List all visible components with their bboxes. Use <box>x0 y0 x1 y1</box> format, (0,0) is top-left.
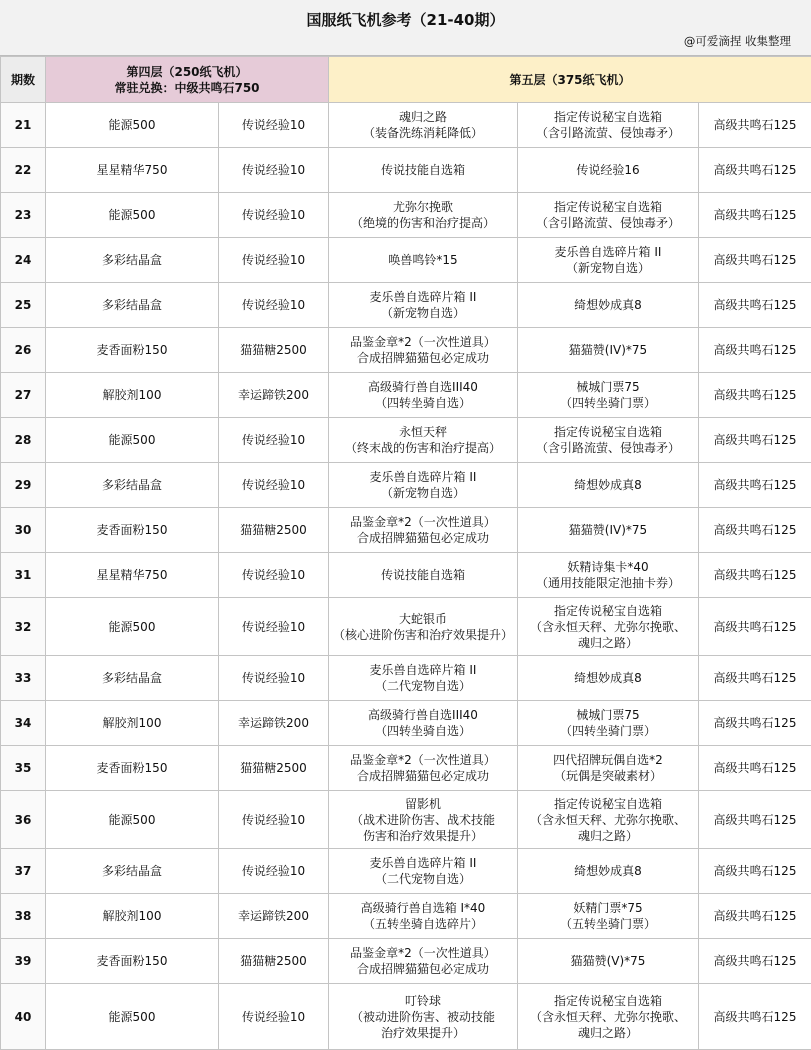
layer4-reward-b-cell <box>219 508 329 553</box>
cell-text: 高级共鸣石125 <box>713 761 797 775</box>
layer5-reward-a-cell <box>329 418 518 463</box>
table-row <box>1 598 811 656</box>
layer5-reward-b-cell <box>518 701 699 746</box>
title-bar <box>0 0 811 56</box>
cell-text: 麦香面粉150 <box>96 761 168 775</box>
cell-text: 四代招牌玩偶自选*2 <box>553 753 663 767</box>
cell-text: 猫猫糖2500 <box>240 523 307 537</box>
layer5-reward-b-cell <box>518 894 699 939</box>
layer4-reward-a-cell <box>46 939 219 984</box>
cell-text: 传说经验10 <box>241 208 306 222</box>
cell-text: （装备洗练消耗降低） <box>362 126 483 140</box>
layer4-reward-b-cell <box>219 148 329 193</box>
layer5-reward-a-cell <box>329 238 518 283</box>
layer5-reward-a-cell <box>329 148 518 193</box>
layer5-reward-b-cell <box>518 984 699 1050</box>
cell-text: 高级共鸣石125 <box>713 478 797 492</box>
layer4-reward-b-cell <box>219 103 329 148</box>
layer5-reward-a-cell <box>329 193 518 238</box>
table-row <box>1 103 811 148</box>
layer4-reward-b-cell <box>219 701 329 746</box>
table-row <box>1 328 811 373</box>
layer4-reward-b-cell <box>219 894 329 939</box>
cell-text: （新宠物自选） <box>380 486 465 500</box>
cell-text: 绮想妙成真8 <box>574 671 642 685</box>
cell-text: 尤弥尔挽歌 <box>392 200 453 214</box>
layer4-reward-b-cell <box>219 984 329 1050</box>
cell-text: 多彩结晶盒 <box>101 478 162 492</box>
layer5-reward-b-cell <box>518 373 699 418</box>
layer4-reward-b-cell <box>219 283 329 328</box>
cell-text: 传说经验10 <box>241 163 306 177</box>
table-row <box>1 791 811 849</box>
cell-text: 传说经验10 <box>241 298 306 312</box>
cell-text: 唤兽鸣铃*15 <box>388 253 458 267</box>
layer5-reward-b-cell <box>518 148 699 193</box>
cell-text: （新宠物自选） <box>380 306 465 320</box>
cell-text: （玩偶是突破素材） <box>553 769 662 783</box>
header-period: 期数 <box>1 57 46 103</box>
cell-text: 魂归之路 <box>398 110 447 124</box>
page-title: 国服纸飞机参考（21-40期） <box>306 11 505 29</box>
credit-text: @可爱滴捏 收集整理 <box>683 34 791 48</box>
layer5-reward-a-cell <box>329 508 518 553</box>
layer5-reward-c-cell <box>699 148 811 193</box>
cell-text: 能源500 <box>108 619 156 634</box>
table-row <box>1 148 811 193</box>
cell-text: （核心进阶伤害和治疗效果提升） <box>332 627 513 642</box>
cell-text: 绮想妙成真8 <box>574 478 642 492</box>
cell-text: 猫猫赞(IV)*75 <box>568 523 648 537</box>
cell-text: 指定传说秘宝自选箱 <box>553 796 662 811</box>
cell-text: 高级骑行兽自选箱 Ⅰ*40 <box>360 901 486 915</box>
cell-text: 高级共鸣石125 <box>713 298 797 312</box>
cell-text: 星星精华750 <box>96 163 168 177</box>
layer5-reward-c-cell <box>699 103 811 148</box>
layer4-reward-a-cell <box>46 791 219 849</box>
cell-text: 品鉴金章*2（一次性道具） <box>350 335 496 349</box>
layer5-reward-a-cell <box>329 463 518 508</box>
layer5-reward-b-cell <box>518 598 699 656</box>
layer4-reward-a-cell <box>46 598 219 656</box>
layer4-reward-a-cell <box>46 373 219 418</box>
layer5-reward-b-cell <box>518 939 699 984</box>
cell-text: 械城门票75 <box>576 708 640 722</box>
layer4-reward-a-cell <box>46 984 219 1050</box>
cell-text: 传说经验10 <box>241 864 306 878</box>
cell-text: 传说经验10 <box>241 433 306 447</box>
layer5-reward-b-cell <box>518 193 699 238</box>
cell-text: 猫猫糖2500 <box>240 954 307 968</box>
cell-text: 能源500 <box>108 1009 156 1024</box>
layer5-reward-c-cell <box>699 598 811 656</box>
cell-text: 能源500 <box>108 118 156 132</box>
period-number: 25 <box>1 283 46 328</box>
table-row <box>1 746 811 791</box>
layer4-reward-b-cell <box>219 193 329 238</box>
cell-text: 魂归之路） <box>577 1025 638 1040</box>
cell-text: （含引路流萤、侵蚀毒矛） <box>535 126 680 140</box>
cell-text: 指定传说秘宝自选箱 <box>553 110 662 124</box>
cell-text: （含永恒天秤、尤弥尔挽歌、 <box>529 619 686 634</box>
cell-text: 高级共鸣石125 <box>713 523 797 537</box>
cell-text: 解胶剂100 <box>102 716 162 730</box>
cell-text: 传说技能自选箱 <box>380 163 465 177</box>
table-row <box>1 894 811 939</box>
period-number: 27 <box>1 373 46 418</box>
cell-text: 传说经验10 <box>241 568 306 582</box>
cell-text: （含引路流萤、侵蚀毒矛） <box>535 441 680 455</box>
layer5-reward-a-cell <box>329 849 518 894</box>
layer5-reward-b-cell <box>518 418 699 463</box>
cell-text: 高级共鸣石125 <box>713 568 797 582</box>
layer4-reward-b-cell <box>219 328 329 373</box>
layer4-reward-b-cell <box>219 746 329 791</box>
table-row <box>1 701 811 746</box>
period-number: 31 <box>1 553 46 598</box>
layer5-reward-c-cell <box>699 939 811 984</box>
cell-text: （终末战的伤害和治疗提高） <box>344 441 501 455</box>
layer5-reward-b-cell <box>518 746 699 791</box>
layer5-reward-b-cell <box>518 553 699 598</box>
cell-text: 多彩结晶盒 <box>101 864 162 878</box>
period-number: 37 <box>1 849 46 894</box>
cell-text: 解胶剂100 <box>102 909 162 923</box>
period-number: 26 <box>1 328 46 373</box>
layer5-reward-c-cell <box>699 508 811 553</box>
layer5-reward-a-cell <box>329 598 518 656</box>
cell-text: （含引路流萤、侵蚀毒矛） <box>535 216 680 230</box>
layer4-reward-a-cell <box>46 463 219 508</box>
period-number: 36 <box>1 791 46 849</box>
layer5-reward-c-cell <box>699 984 811 1050</box>
layer4-reward-b-cell <box>219 373 329 418</box>
cell-text: 高级共鸣石125 <box>713 388 797 402</box>
cell-text: （五转坐骑门票） <box>559 917 656 931</box>
layer5-reward-c-cell <box>699 553 811 598</box>
layer4-reward-a-cell <box>46 148 219 193</box>
layer5-reward-c-cell <box>699 746 811 791</box>
layer4-reward-a-cell <box>46 283 219 328</box>
header-layer4-subtitle: 常驻兑换：中级共鸣石750 <box>114 80 260 95</box>
table-row <box>1 238 811 283</box>
cell-text: 高级共鸣石125 <box>713 253 797 267</box>
layer5-reward-c-cell <box>699 701 811 746</box>
layer4-reward-b-cell <box>219 849 329 894</box>
cell-text: 麦乐兽自选碎片箱 II <box>369 470 477 484</box>
cell-text: 妖精诗集卡*40 <box>567 560 649 574</box>
cell-text: 能源500 <box>108 433 156 447</box>
cell-text: 妖精门票*75 <box>573 901 643 915</box>
cell-text: 多彩结晶盒 <box>101 298 162 312</box>
table-row <box>1 849 811 894</box>
layer4-reward-b-cell <box>219 553 329 598</box>
layer5-reward-c-cell <box>699 656 811 701</box>
cell-text: 高级共鸣石125 <box>713 343 797 357</box>
layer4-reward-a-cell <box>46 701 219 746</box>
period-number: 24 <box>1 238 46 283</box>
period-number: 21 <box>1 103 46 148</box>
layer5-reward-b-cell <box>518 328 699 373</box>
cell-text: 高级共鸣石125 <box>713 208 797 222</box>
cell-text: 魂归之路） <box>577 635 638 650</box>
period-number: 34 <box>1 701 46 746</box>
period-number: 23 <box>1 193 46 238</box>
period-number: 22 <box>1 148 46 193</box>
cell-text: 星星精华750 <box>96 568 168 582</box>
period-number: 35 <box>1 746 46 791</box>
period-number: 28 <box>1 418 46 463</box>
cell-text: 合成招牌猫猫包必定成功 <box>356 962 489 976</box>
cell-text: 幸运蹄铁200 <box>238 909 309 923</box>
table-row <box>1 463 811 508</box>
layer5-reward-c-cell <box>699 849 811 894</box>
cell-text: 传说经验10 <box>241 671 306 685</box>
cell-text: 麦乐兽自选碎片箱 II <box>369 663 477 677</box>
layer5-reward-b-cell <box>518 791 699 849</box>
table-row <box>1 939 811 984</box>
cell-text: 传说经验16 <box>576 163 640 177</box>
layer5-reward-b-cell <box>518 463 699 508</box>
cell-text: 永恒天秤 <box>398 425 447 439</box>
table-row <box>1 193 811 238</box>
cell-text: 幸运蹄铁200 <box>238 716 309 730</box>
layer5-reward-a-cell <box>329 656 518 701</box>
cell-text: 指定传说秘宝自选箱 <box>553 603 662 618</box>
layer5-reward-c-cell <box>699 418 811 463</box>
cell-text: 伤害和治疗效果提升） <box>362 828 483 843</box>
layer5-reward-a-cell <box>329 283 518 328</box>
layer5-reward-b-cell <box>518 656 699 701</box>
layer4-reward-b-cell <box>219 656 329 701</box>
cell-text: （四转坐骑门票） <box>559 724 656 738</box>
layer5-reward-a-cell <box>329 328 518 373</box>
cell-text: 多彩结晶盒 <box>101 253 162 267</box>
cell-text: 高级骑行兽自选III40 <box>368 380 478 394</box>
cell-text: 指定传说秘宝自选箱 <box>553 425 662 439</box>
cell-text: （被动进阶伤害、被动技能 <box>350 1009 495 1024</box>
layer4-reward-a-cell <box>46 894 219 939</box>
cell-text: 高级共鸣石125 <box>713 954 797 968</box>
cell-text: 猫猫赞(Ⅴ)*75 <box>570 954 646 968</box>
cell-text: 品鉴金章*2（一次性道具） <box>350 946 496 960</box>
layer5-reward-a-cell <box>329 746 518 791</box>
layer5-reward-a-cell <box>329 894 518 939</box>
layer5-reward-c-cell <box>699 193 811 238</box>
cell-text: 高级共鸣石125 <box>713 1009 797 1024</box>
cell-text: 大蛇银币 <box>398 611 447 626</box>
cell-text: 传说经验10 <box>241 253 306 267</box>
cell-text: 指定传说秘宝自选箱 <box>553 200 662 214</box>
layer4-reward-a-cell <box>46 418 219 463</box>
cell-text: 高级共鸣石125 <box>713 716 797 730</box>
cell-text: 高级共鸣石125 <box>713 671 797 685</box>
cell-text: （通用技能限定池抽卡券） <box>535 576 680 590</box>
layer4-reward-b-cell <box>219 418 329 463</box>
cell-text: 麦乐兽自选碎片箱 II <box>369 856 477 870</box>
layer4-reward-b-cell <box>219 791 329 849</box>
cell-text: 麦乐兽自选碎片箱 II <box>369 290 477 304</box>
cell-text: 叮铃球 <box>404 993 441 1008</box>
cell-text: （五转坐骑自选碎片） <box>362 917 483 931</box>
layer5-reward-a-cell <box>329 791 518 849</box>
cell-text: 高级共鸣石125 <box>713 433 797 447</box>
layer5-reward-c-cell <box>699 283 811 328</box>
layer4-reward-b-cell <box>219 598 329 656</box>
cell-text: （含永恒天秤、尤弥尔挽歌、 <box>529 812 686 827</box>
cell-text: 传说经验10 <box>241 812 306 827</box>
layer5-reward-b-cell <box>518 283 699 328</box>
layer5-reward-a-cell <box>329 103 518 148</box>
layer5-reward-c-cell <box>699 328 811 373</box>
period-number: 33 <box>1 656 46 701</box>
cell-text: 麦香面粉150 <box>96 343 168 357</box>
cell-text: 传说技能自选箱 <box>380 568 465 582</box>
cell-text: 幸运蹄铁200 <box>238 388 309 402</box>
cell-text: 指定传说秘宝自选箱 <box>553 993 662 1008</box>
table-row <box>1 656 811 701</box>
cell-text: 麦香面粉150 <box>96 954 168 968</box>
header-layer4-title: 第四层（250纸飞机） <box>126 64 248 79</box>
cell-text: 传说经验10 <box>241 1009 306 1024</box>
layer4-reward-a-cell <box>46 103 219 148</box>
cell-text: 解胶剂100 <box>102 388 162 402</box>
table-row <box>1 283 811 328</box>
layer4-reward-b-cell <box>219 463 329 508</box>
layer4-reward-a-cell <box>46 193 219 238</box>
cell-text: 留影机 <box>404 796 441 811</box>
cell-text: 械城门票75 <box>576 380 640 394</box>
cell-text: （四转坐骑门票） <box>559 396 656 410</box>
cell-text: 麦乐兽自选碎片箱 II <box>554 245 662 259</box>
cell-text: 治疗效果提升） <box>380 1025 465 1040</box>
layer4-reward-a-cell <box>46 656 219 701</box>
table-row <box>1 418 811 463</box>
cell-text: 猫猫赞(IV)*75 <box>568 343 648 357</box>
period-number: 39 <box>1 939 46 984</box>
period-number: 32 <box>1 598 46 656</box>
layer5-reward-c-cell <box>699 238 811 283</box>
period-number: 30 <box>1 508 46 553</box>
table-row <box>1 553 811 598</box>
cell-text: 品鉴金章*2（一次性道具） <box>350 515 496 529</box>
layer4-reward-a-cell <box>46 849 219 894</box>
cell-text: （四转坐骑自选） <box>374 724 471 738</box>
cell-text: 高级共鸣石125 <box>713 864 797 878</box>
layer4-reward-a-cell <box>46 553 219 598</box>
layer5-reward-b-cell <box>518 849 699 894</box>
layer5-reward-c-cell <box>699 373 811 418</box>
cell-text: （二代宠物自选） <box>374 872 471 886</box>
table-row <box>1 984 811 1050</box>
layer5-reward-a-cell <box>329 701 518 746</box>
reward-table <box>0 56 811 1050</box>
cell-text: 合成招牌猫猫包必定成功 <box>356 351 489 365</box>
cell-text: 高级共鸣石125 <box>713 619 797 634</box>
cell-text: 绮想妙成真8 <box>574 864 642 878</box>
layer5-reward-a-cell <box>329 939 518 984</box>
layer5-reward-a-cell <box>329 984 518 1050</box>
table-header-row <box>1 57 811 103</box>
layer4-reward-b-cell <box>219 939 329 984</box>
period-number: 38 <box>1 894 46 939</box>
cell-text: 传说经验10 <box>241 619 306 634</box>
cell-text: 传说经验10 <box>241 118 306 132</box>
cell-text: 高级骑行兽自选III40 <box>368 708 478 722</box>
cell-text: （绝境的伤害和治疗提高） <box>350 216 495 230</box>
cell-text: （新宠物自选） <box>565 261 650 275</box>
cell-text: （含永恒天秤、尤弥尔挽歌、 <box>529 1009 686 1024</box>
layer5-reward-b-cell <box>518 103 699 148</box>
layer5-reward-a-cell <box>329 373 518 418</box>
cell-text: 高级共鸣石125 <box>713 163 797 177</box>
cell-text: 高级共鸣石125 <box>713 812 797 827</box>
period-number: 40 <box>1 984 46 1050</box>
cell-text: 多彩结晶盒 <box>101 671 162 685</box>
layer5-reward-b-cell <box>518 508 699 553</box>
cell-text: 合成招牌猫猫包必定成功 <box>356 769 489 783</box>
cell-text: 绮想妙成真8 <box>574 298 642 312</box>
table-body <box>1 103 811 1050</box>
cell-text: （二代宠物自选） <box>374 679 471 693</box>
header-layer5: 第五层（375纸飞机） <box>329 57 811 103</box>
layer5-reward-c-cell <box>699 894 811 939</box>
period-number: 29 <box>1 463 46 508</box>
cell-text: 麦香面粉150 <box>96 523 168 537</box>
layer4-reward-a-cell <box>46 746 219 791</box>
cell-text: 能源500 <box>108 208 156 222</box>
layer4-reward-a-cell <box>46 238 219 283</box>
layer5-reward-c-cell <box>699 463 811 508</box>
layer5-reward-a-cell <box>329 553 518 598</box>
layer4-reward-b-cell <box>219 238 329 283</box>
cell-text: 高级共鸣石125 <box>713 118 797 132</box>
layer4-reward-a-cell <box>46 328 219 373</box>
header-layer4 <box>46 57 329 103</box>
cell-text: 传说经验10 <box>241 478 306 492</box>
cell-text: （战术进阶伤害、战术技能 <box>350 812 495 827</box>
layer4-reward-a-cell <box>46 508 219 553</box>
cell-text: 魂归之路） <box>577 828 638 843</box>
cell-text: （四转坐骑自选） <box>374 396 471 410</box>
table-row <box>1 373 811 418</box>
cell-text: 合成招牌猫猫包必定成功 <box>356 531 489 545</box>
cell-text: 品鉴金章*2（一次性道具） <box>350 753 496 767</box>
layer5-reward-b-cell <box>518 238 699 283</box>
cell-text: 能源500 <box>108 812 156 827</box>
cell-text: 猫猫糖2500 <box>240 761 307 775</box>
layer5-reward-c-cell <box>699 791 811 849</box>
table-row <box>1 508 811 553</box>
cell-text: 猫猫糖2500 <box>240 343 307 357</box>
cell-text: 高级共鸣石125 <box>713 909 797 923</box>
